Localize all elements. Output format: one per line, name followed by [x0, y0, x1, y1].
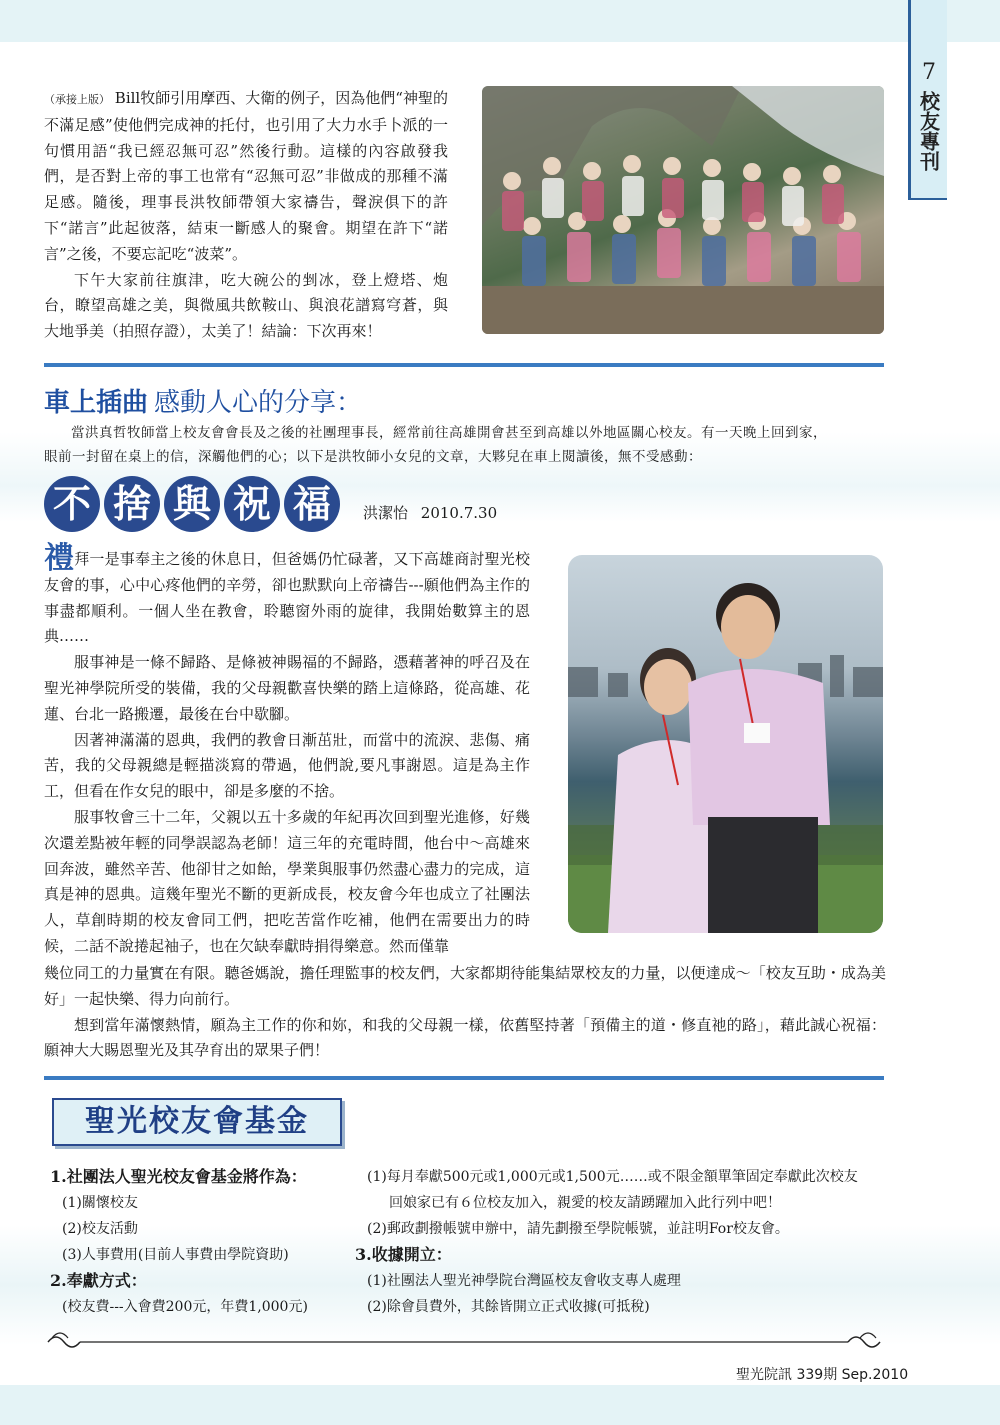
letter-paragraph: 禮拜一是事奉主之後的休息日，但爸媽仍忙碌著，又下高雄商討聖光校友會的事，心中心疼他們的辛勞，卻也默默向上帝禱告---願他們為主作的事盡都順利。一個人坐在教會，聆聽窗外雨的旋律，我開始數算主的恩典…… — [44, 541, 530, 646]
section-title-sub: 感動人心的分享： — [154, 388, 363, 418]
section-divider — [44, 1076, 884, 1080]
fund-line: (3)人事費用(目前人事費由學院資助) — [62, 1247, 289, 1263]
section-divider — [44, 363, 884, 367]
issue-number: 339 — [796, 1367, 824, 1383]
issue-unit: 期 — [823, 1367, 838, 1383]
fund-line: (1)關懷校友 — [62, 1195, 138, 1211]
fund-line: 回娘家已有６位校友加入，親愛的校友請踴躍加入此行列中吧！ — [389, 1195, 781, 1211]
section-tab — [908, 0, 947, 200]
letter-title-char: 與 — [164, 476, 220, 532]
intro-line: 眼前一封留在桌上的信，深觸他們的心；以下是洪牧師小女兒的文章，大夥兒在車上閱讀後，無不受感動： — [44, 449, 702, 465]
page-footer — [736, 1364, 908, 1384]
letter-date: 2010.7.30 — [420, 504, 498, 522]
decorative-divider-ornament — [44, 1330, 884, 1354]
top-article-paragraph: 下午大家前往旗津，吃大碗公的剉冰，登上燈塔、炮台，瞭望高雄之美，與微風共飲鞍山、與浪花譜寫穹蒼，與大地爭美（拍照存證），太美了！結論：下次再來！ — [44, 270, 448, 341]
letter-paragraph: 想到當年滿懷熱情，願為主工作的你和妳，和我的父母親一樣，依舊堅持著「預備主的道・修直祂的路」，藉此誠心祝福：願神大大賜恩聖光及其孕育出的眾果子們！ — [44, 1015, 886, 1060]
letter-title-char: 捨 — [104, 476, 160, 532]
section-title-main: 車上插曲 — [44, 388, 149, 418]
fund-line: (2)郵政劃撥帳號申辦中，請先劃撥至學院帳號，並註明For校友會。 — [367, 1221, 789, 1237]
fund-line: (1)每月奉獻500元或1,000元或1,500元……或不限金額單筆固定奉獻此次校友 — [367, 1169, 858, 1185]
fund-line: (校友費---入會費200元，年費1,000元) — [62, 1299, 308, 1315]
issue-date: Sep.2010 — [841, 1367, 909, 1383]
letter-byline — [363, 502, 497, 523]
section-intro — [44, 421, 886, 469]
fund-line: 1.社團法人聖光校友會基金將作為： — [50, 1167, 307, 1186]
couple-photo — [568, 555, 883, 933]
letter-paragraph: 服事神是一條不歸路、是條被神賜福的不歸路，憑藉著神的呼召及在聖光神學院所受的裝備，我的父母親歡喜快樂的踏上這條路，從高雄、花蓮、台北一路搬遷，最後在台中歇腳。 — [44, 653, 530, 723]
fund-line: 2.奉獻方式： — [50, 1271, 147, 1290]
top-band — [0, 0, 1000, 42]
couple-photo-illustration — [568, 555, 883, 933]
bottom-band — [0, 1385, 1000, 1425]
fund-line: (2)校友活動 — [62, 1221, 138, 1237]
section-title — [44, 382, 362, 419]
letter-author: 洪潔怡 — [363, 504, 409, 522]
page-number: 7 — [922, 60, 936, 85]
drop-cap: 禮 — [44, 541, 75, 576]
letter-title-char: 祝 — [224, 476, 280, 532]
fund-left-column — [50, 1164, 350, 1320]
section-tab-label: 校友專刊 — [916, 91, 941, 171]
letter-paragraph: 因著神滿滿的恩典，我們的教會日漸茁壯，而當中的流淚、悲傷、痛苦，我的父母親總是輕描淡寫的帶過，他們說,要凡事謝恩。這是為主作工，但看在作女兒的眼中，卻是多麼的不捨。 — [44, 730, 530, 801]
fund-line: (1)社團法人聖光神學院台灣區校友會收支專人處理 — [367, 1273, 681, 1289]
fund-title: 聖光校友會基金 — [85, 1104, 309, 1139]
top-article-paragraph: （承接上版） Bill牧師引用摩西、大衛的例子，因為他們“神聖的不滿足感”使他們完成神的托付，也引用了大力水手卜派的一句慣用語“我已經忍無可忍”然後行動。這樣的內容啟發我們，是否對上帝的事工也常有“忍無可忍”非做成的那種不滿足感。隨後，理事長洪牧師帶領大家禱告，聲淚俱下的許下“諾言”此起彼落，結束一斷感人的聚會。期望在許下“諾言”之後，不要忘記吃“波菜”。 — [44, 89, 448, 263]
fund-title-box — [52, 1098, 342, 1146]
letter-body-continued — [44, 961, 886, 1064]
group-photo — [482, 86, 884, 334]
top-article — [44, 86, 448, 345]
letter-title-char: 不 — [44, 476, 100, 532]
fund-line: (2)除會員費外，其餘皆開立正式收據(可抵稅) — [367, 1299, 650, 1315]
letter-body — [44, 541, 530, 960]
letter-title-char: 福 — [284, 476, 340, 532]
fund-right-column — [355, 1164, 900, 1320]
intro-line: 當洪真哲牧師當上校友會會長及之後的社團理事長，經常前往高雄開會甚至到高雄以外地區關心校友。有一天晚上回到家， — [71, 425, 827, 441]
publication-name: 聖光院訊 — [736, 1367, 792, 1383]
letter-paragraph: 幾位同工的力量實在有限。聽爸媽說，擔任理監事的校友們，大家都期待能集結眾校友的力量，以便達成～「校友互助・成為美好」一起快樂、得力向前行。 — [44, 964, 886, 1008]
group-photo-illustration — [482, 86, 884, 334]
letter-paragraph: 服事牧會三十二年，父親以五十多歲的年紀再次回到聖光進修，好幾次還差點被年輕的同學誤認為老師！這三年的充電時間，他台中～高雄來回奔波，雖然辛苦、他卻甘之如飴，學業與服事仍然盡心盡力的完成，這真是神的恩典。這幾年聖光不斷的更新成長，校友會今年也成立了社團法人，草創時期的校友會同工們，把吃苦當作吃補，他們在需要出力的時候，二話不說捲起袖子，也在欠缺奉獻時捐得樂意。然而僅靠 — [44, 807, 530, 955]
fund-line: 3.收據開立： — [355, 1245, 452, 1264]
continuation-note: （承接上版） — [44, 93, 111, 106]
